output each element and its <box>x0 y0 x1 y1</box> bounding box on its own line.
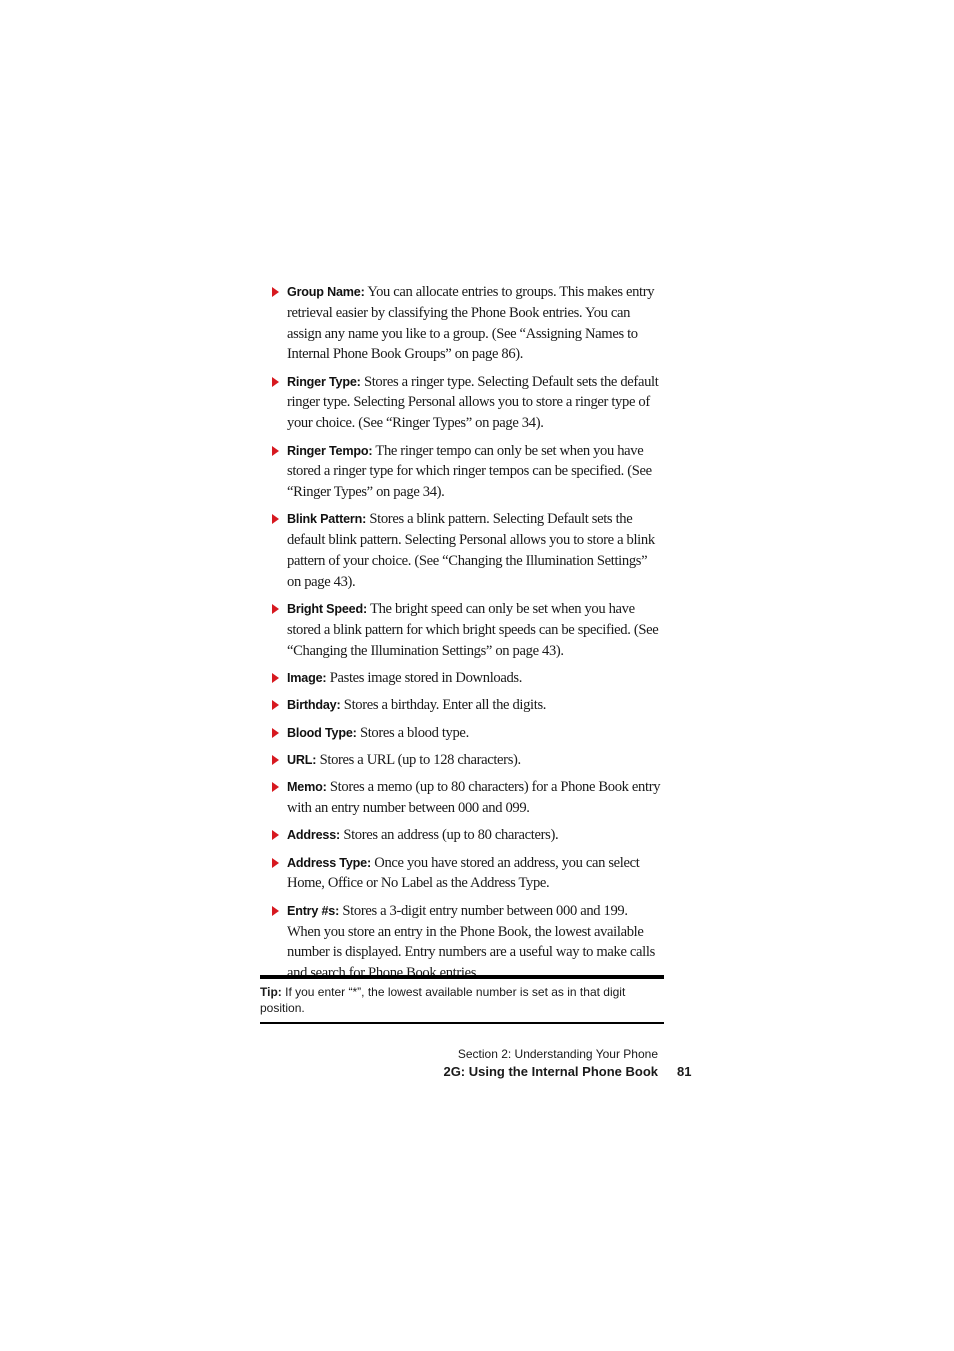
list-item-birthday <box>272 695 664 716</box>
item-text: Stores a 3-digit entry number between 000 and 199. When you store an entry in the Phone Book, the lowest available number is displayed. Entry numbers are a useful way to make calls and search for Phone Book entries. <box>287 902 655 982</box>
bullet-arrow-icon <box>272 906 279 916</box>
list-item-ringer-tempo <box>272 441 664 503</box>
tip-label: Tip: <box>260 985 282 999</box>
bullet-arrow-icon <box>272 287 279 297</box>
item-text: Pastes image stored in Downloads. <box>329 670 523 687</box>
footer-section-title: Section 2: Understanding Your Phone <box>457 1047 658 1061</box>
bullet-arrow-icon <box>272 514 279 524</box>
item-term: Bright Speed: <box>287 602 367 617</box>
item-text: Once you have stored an address, you can select Home, Office or No Label as the Address Type. <box>287 854 640 892</box>
item-text: Stores a blink pattern. Selecting Default sets the default blink pattern. Selecting Personal allows you to store a blink pattern of your choice. (See “Changing the Illumination Settings” on page 43). <box>287 511 655 590</box>
definition-list <box>272 282 664 990</box>
list-item-group-name <box>272 282 664 365</box>
item-term: Ringer Tempo: <box>287 443 373 458</box>
bullet-arrow-icon <box>272 446 279 456</box>
item-term: URL: <box>287 752 317 767</box>
item-term: Address Type: <box>287 855 371 870</box>
item-term: Entry #s: <box>287 903 340 918</box>
bullet-arrow-icon <box>272 673 279 683</box>
bullet-arrow-icon <box>272 782 279 792</box>
item-term: Image: <box>287 671 327 686</box>
item-text: You can allocate entries to groups. This makes entry retrieval easier by classifying the Phone Book entries. You can assign any name you like to a group. (See “Assigning Names to Internal Phone Book Groups” on page 86). <box>287 284 655 363</box>
list-item-blink-pattern <box>272 509 664 592</box>
bullet-arrow-icon <box>272 755 279 765</box>
item-term: Address: <box>287 828 340 843</box>
list-item-blood-type <box>272 723 664 744</box>
item-text: The ringer tempo can only be set when you have stored a ringer type for which ringer tempos can be specified. (See “Ringer Types” on page 34). <box>287 442 652 501</box>
bullet-arrow-icon <box>272 728 279 738</box>
item-term: Birthday: <box>287 698 341 713</box>
item-term: Group Name: <box>287 285 365 299</box>
list-item-ringer-type <box>272 372 664 434</box>
list-item-address <box>272 825 664 846</box>
item-text: Stores a URL (up to 128 characters). <box>319 751 521 768</box>
list-item-url <box>272 750 664 771</box>
item-term: Memo: <box>287 780 327 795</box>
list-item-entry-numbers <box>272 901 664 984</box>
item-text: Stores a memo (up to 80 characters) for a Phone Book entry with an entry number between 000 and 099. <box>287 779 661 817</box>
item-text: Stores a ringer type. Selecting Default sets the default ringer type. Selecting Personal allows you to store a ringer type of your choice. (See “Ringer Types” on page 34). <box>287 373 659 432</box>
item-text: Stores a birthday. Enter all the digits. <box>343 697 547 714</box>
bullet-arrow-icon <box>272 858 279 868</box>
item-term: Ringer Type: <box>287 374 361 389</box>
tip-box <box>260 975 664 1024</box>
list-item-bright-speed <box>272 599 664 661</box>
list-item-image <box>272 668 664 689</box>
bullet-arrow-icon <box>272 377 279 387</box>
item-text: Stores an address (up to 80 characters). <box>343 827 559 844</box>
item-term: Blood Type: <box>287 725 357 740</box>
list-item-address-type <box>272 853 664 895</box>
bullet-arrow-icon <box>272 830 279 840</box>
bullet-arrow-icon <box>272 604 279 614</box>
list-item-memo <box>272 777 664 819</box>
footer-chapter-title: 2G: Using the Internal Phone Book <box>443 1064 658 1079</box>
item-text: The bright speed can only be set when you have stored a blink pattern for which bright speeds can be specified. (See “Changing the Illumination Settings” on page 43). <box>287 601 659 659</box>
item-term: Blink Pattern: <box>287 512 367 527</box>
tip-text: If you enter “*”, the lowest available number is set as in that digit position. <box>260 985 626 1015</box>
bullet-arrow-icon <box>272 700 279 710</box>
page-number: 81 <box>677 1064 692 1079</box>
page-footer <box>380 1046 658 1081</box>
item-text: Stores a blood type. <box>359 724 469 741</box>
